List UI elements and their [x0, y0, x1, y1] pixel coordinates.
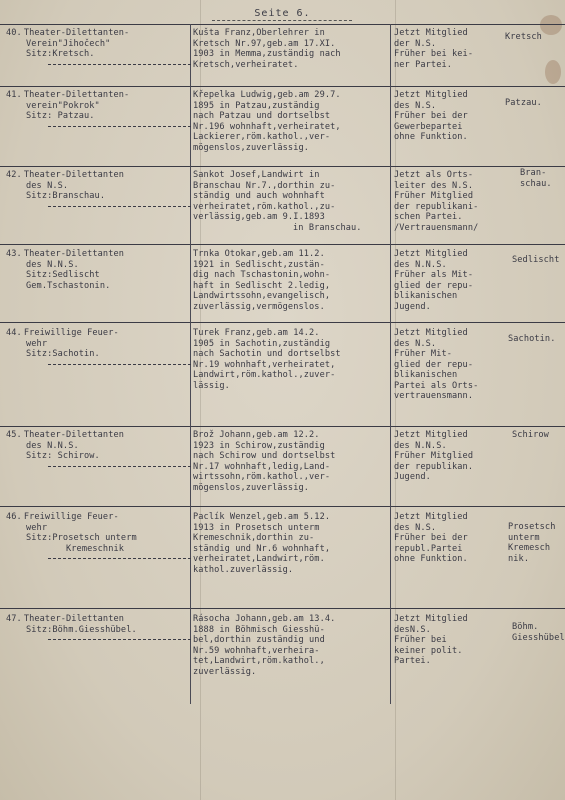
entry-number: 42. — [6, 170, 22, 180]
place-cell: Prosetsch unterm Kremesch nik. — [508, 522, 556, 564]
place-cell: Bran- schau. — [520, 168, 552, 189]
table-rule — [0, 24, 565, 25]
person-cell: Brož Johann,geb.am 12.2. 1923 in Schirow,zuständig nach Schirow und dortselbst Nr.17 wohnhaft,ledig,Land- wirtssohn,röm.kathol.,ver- mögenslos,zuverlässig. — [193, 430, 336, 493]
organization-cell: 45. Theater-Dilettanten des N.N.S. Sitz: Schirow. — [6, 430, 191, 467]
membership-cell: Jetzt als Orts- leiter des N.S. Früher Mitglied der republikani- schen Partei. /Vertrauensmann/ — [394, 170, 479, 233]
double-underline — [48, 364, 191, 365]
table-rule — [0, 244, 565, 245]
page-title: Seite 6. — [254, 8, 311, 19]
place-cell: Schirow — [512, 430, 549, 440]
membership-cell: Jetzt Mitglied des N.N.S. Früher als Mit- glied der repu- blikanischen Jugend. — [394, 249, 474, 312]
entry-number: 47. — [6, 614, 22, 624]
place-cell: Patzau. — [505, 98, 542, 108]
table-rule — [0, 166, 565, 167]
entry-number: 46. — [6, 512, 22, 522]
entry-number: 44. — [6, 328, 22, 338]
person-cell: Křepelka Ludwig,geb.am 29.7. 1895 in Patzau,zuständig nach Patzau und dortselbst Nr.196 wohnhaft,verheiratet, Lackierer,röm.kathol.,ver- mögenslos,zuverlässig. — [193, 90, 341, 153]
entry-number: 40. — [6, 28, 22, 38]
person-cell: Trnka Otokar,geb.am 11.2. 1921 in Sedlischt,zustän- dig nach Tschastonin,wohn- haft in Sedlischt 2.ledig, Landwirtssohn,evangelisch, zuverlässig,vermögenslos. — [193, 249, 331, 312]
double-underline — [48, 206, 191, 207]
table-rule — [0, 608, 565, 609]
person-cell: Turek Franz,geb.am 14.2. 1905 in Sachotin,zuständig nach Sachotin und dortselbst Nr.19 wohnhaft,verheiratet, Landwirt,röm.kathol.,zuver- lässig. — [193, 328, 341, 391]
entry-number: 41. — [6, 90, 22, 100]
entry-number: 43. — [6, 249, 22, 259]
place-cell: Sachotin. — [508, 334, 556, 344]
place-cell: Böhm. Giesshübel — [512, 622, 565, 643]
stain — [545, 60, 561, 84]
double-underline — [48, 466, 191, 467]
place-cell: Sedlischt — [512, 255, 560, 265]
organization-cell: 46. Freiwillige Feuer- wehr Sitz:Prosetsch unterm Kremeschnik — [6, 512, 191, 559]
organization-cell: 44. Freiwillige Feuer- wehr Sitz:Sachotin. — [6, 328, 191, 365]
person-cell: Kušta Franz,Oberlehrer in Kretsch Nr.97,geb.am 17.XI. 1903 in Memma,zuständig nach Kretsch,verheiratet. — [193, 28, 341, 70]
table-rule — [0, 322, 565, 323]
place-cell: Kretsch — [505, 32, 542, 42]
membership-cell: Jetzt Mitglied des N.S. Früher bei der republ.Partei ohne Funktion. — [394, 512, 468, 564]
membership-cell: Jetzt Mitglied des N.S. Früher bei der Gewerbepartei ohne Funktion. — [394, 90, 468, 142]
table-rule — [0, 86, 565, 87]
organization-cell: 41. Theater-Dilettanten- verein"Pokrok" Sitz: Patzau. — [6, 90, 191, 127]
table-rule — [0, 506, 565, 507]
double-underline — [48, 64, 191, 65]
membership-cell: Jetzt Mitglied des N.S. Früher Mit- glied der repu- blikanischen Partei als Orts- vertrauensmann. — [394, 328, 479, 401]
double-underline — [48, 558, 191, 559]
entry-number: 45. — [6, 430, 22, 440]
person-cell: Rásocha Johann,geb.am 13.4. 1888 in Böhmisch Giesshü- bel,dorthin zuständig und Nr.59 wohnhaft,verheira- tet,Landwirt,röm.kathol., zuverlässig. — [193, 614, 336, 677]
double-underline — [48, 639, 191, 640]
double-underline — [48, 126, 191, 127]
membership-cell: Jetzt Mitglied des N.N.S. Früher Mitglied der republikan. Jugend. — [394, 430, 474, 482]
column-line — [390, 24, 391, 704]
title-underline — [212, 20, 352, 21]
organization-cell: 42. Theater-Dilettanten des N.S. Sitz:Branschau. — [6, 170, 191, 207]
table-rule — [0, 426, 565, 427]
organization-cell: 40. Theater-Dilettanten- Verein"Jihočech" Sitz:Kretsch. — [6, 28, 191, 65]
organization-cell: 43. Theater-Dilettanten des N.N.S. Sitz:Sedlischt Gem.Tschastonin. — [6, 249, 125, 291]
person-cell: Sankot Josef,Landwirt in Branschau Nr.7.,dorthin zu- ständig und auch wohnhaft verheiratet,röm.kathol.,zu- verlässig,geb.am 9.I.1893 in Branschau. — [193, 170, 362, 233]
organization-cell: 47. Theater-Dilettanten Sitz:Böhm.Giesshübel. — [6, 614, 191, 640]
person-cell: Paclík Wenzel,geb.am 5.12. 1913 in Prosetsch unterm Kremeschnik,dorthin zu- ständig und Nr.6 wohnhaft, verheiratet,Landwirt,röm. kathol.zuverlässig. — [193, 512, 331, 575]
membership-cell: Jetzt Mitglied der N.S. Früher bei kei- ner Partei. — [394, 28, 474, 70]
membership-cell: Jetzt Mitglied desN.S. Früher bei keiner polit. Partei. — [394, 614, 468, 666]
